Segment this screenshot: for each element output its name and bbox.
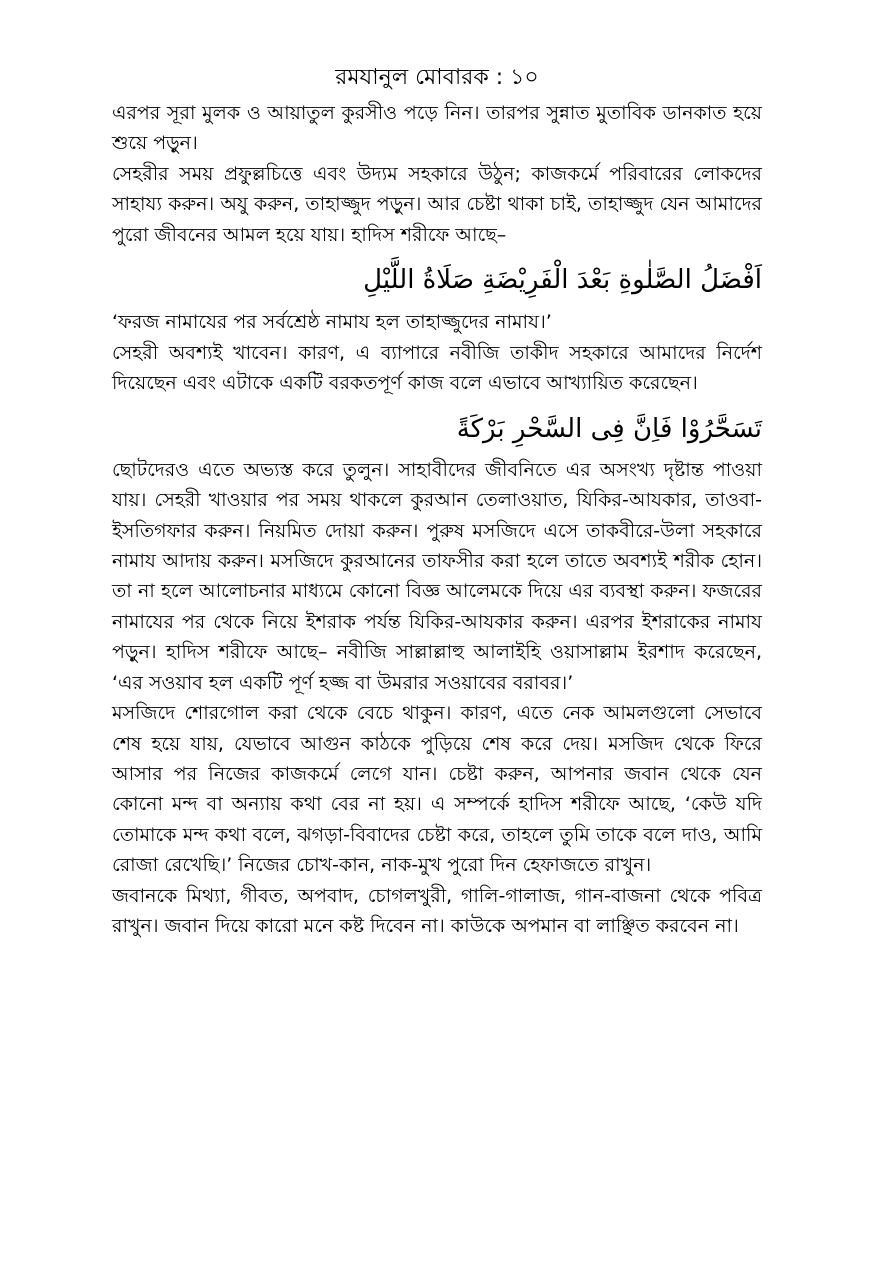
paragraph-masjid-noise: মসজিদে শোরগোল করা থেকে বেচে থাকুন। কারণ, এতে নেক আমলগুলো সেভাবে শেষ হয়ে যায়, যেভাবে আগুন কাঠকে পুড়িয়ে শেষ করে দেয়। মসজিদ থেকে ফিরে আসার পর নিজের কাজকর্মে লেগে যান। চেষ্টা করুন, আপনার জবান থেকে যেন কোনো মন্দ বা অন্যায় কথা বের না হয়। এ সম্পর্কে হাদিস শরীফে আছে, ‘কেউ যদি তোমাকে মন্দ কথা বলে, ঝগড়া-বিবাদের চেষ্টা করে, তাহলে তুমি তাকে বলে দাও, আমি রোজা রেখেছি।’ নিজের চোখ-কান, নাক-মুখ পুরো দিন হেফাজতে রাখুন।	[112, 702, 762, 877]
paragraph-children-ishraq: ছোটদেরও এতে অভ্যস্ত করে তুলুন। সাহাবীদের জীবনিতে এর অসংখ্য দৃষ্টান্ত পাওয়া যায়। সেহরী খাওয়ার পর সময় থাকলে কুরআন তেলাওয়াত, যিকির-আযকার, তাওবা-ইসতিগফার করুন। নিয়মিত দোয়া করুন। পুরুষ মসজিদে এসে তাকবীরে-উলা সহকারে নামায আদায় করুন। মসজিদে কুরআনের তাফসীর করা হলে তাতে অবশ্যই শরীক হোন। তা না হলে আলোচনার মাধ্যমে কোনো বিজ্ঞ আলেমকে দিয়ে এর ব্যবস্থা করুন। ফজরের নামাযের পর থেকে নিয়ে ইশরাক পর্যন্ত যিকির-আযকার করুন। এরপর ইশরাকের নামায পড়ুন। হাদিস শরীফে আছে– নবীজি সাল্লাল্লাহু আলাইহি ওয়াসাল্লাম ইরশাদ করেছেন, ‘এর সওয়াব হল একটি পূর্ণ হজ্জ বা উমরার সওয়াবের বরাবর।’	[112, 458, 762, 694]
arabic-hadith-tahajjud: اَفْضَلُ الصَّلٰوةِ بَعْدَ الْفَرِيْضَةِ صَلَاةُ اللَّيْلِ	[363, 265, 762, 296]
paragraph-surah-mulk: এরপর সূরা মুলক ও আয়াতুল কুরসীও পড়ে নিন। তারপর সুন্নাত মুতাবিক ডানকাত হয়ে শুয়ে পড়ুন।	[112, 102, 762, 155]
document-page	[112, 58, 762, 941]
arabic-hadith-sehri: تَسَحَّرُوْا فَاِنَّ فِى السَّحْرِ بَرْكَةً	[456, 413, 762, 444]
paragraph-sehri-eat: সেহরী অবশ্যই খাবেন। কারণ, এ ব্যাপারে নবীজি তাকীদ সহকারে আমাদের নির্দেশ দিয়েছেন এবং এটাকে একটি বরকতপূর্ণ কাজ বলে এভাবে আখ্যায়িত করেছেন।	[112, 342, 762, 395]
page-header: রমযানুল মোবারক : ১০	[335, 65, 539, 90]
paragraph-sehri-tahajjud: সেহরীর সময় প্রফুল্লচিত্তে এবং উদ্যম সহকারে উঠুন; কাজকর্মে পরিবারের লোকদের সাহায্য করুন। অযু করুন, তাহাজ্জুদ পড়ুন। আর চেষ্টা থাকা চাই, তাহাজ্জুদ যেন আমাদের পুরো জীবনের আমল হয়ে যায়। হাদিস শরীফে আছে–	[112, 162, 762, 246]
translation-tahajjud: ‘ফরজ নামাযের পর সর্বশ্রেষ্ঠ নামায হল তাহাজ্জুদের নামায।’	[112, 311, 552, 334]
paragraph-tongue: জবানকে মিথ্যা, গীবত, অপবাদ, চোগলখুরী, গালি-গালাজ, গান-বাজনা থেকে পবিত্র রাখুন। জবান দিয়ে কারো মনে কষ্ট দিবেন না। কাউকে অপমান বা লাঞ্ছিত করবেন না।	[112, 884, 762, 937]
